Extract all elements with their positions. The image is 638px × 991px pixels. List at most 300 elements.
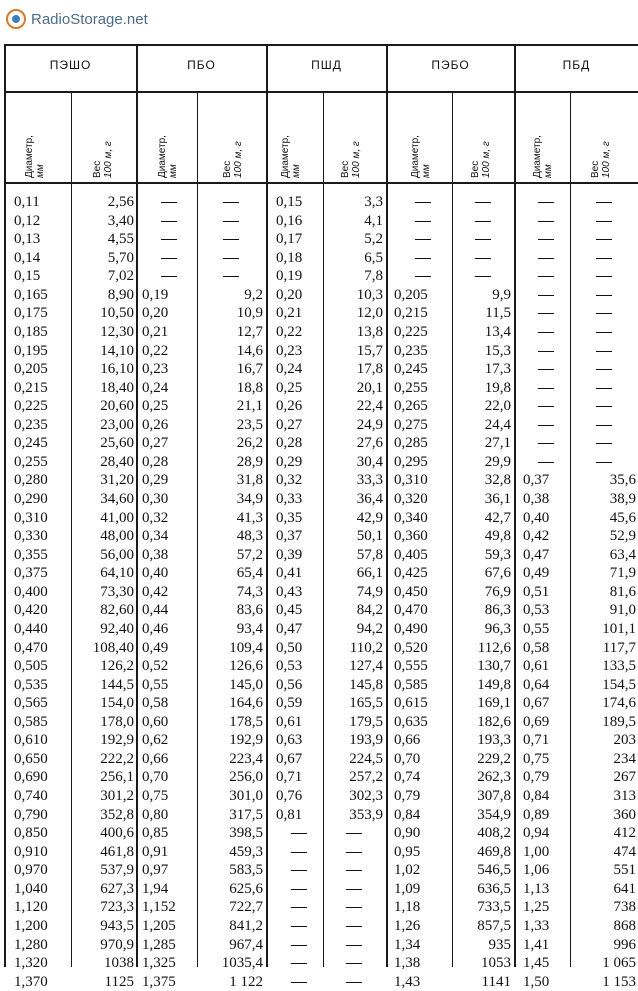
table-cell xyxy=(394,212,451,231)
dash-mark xyxy=(415,239,431,240)
table-cell: 1125 xyxy=(104,973,134,990)
table-cell: 0,28 xyxy=(142,453,169,470)
table-cell xyxy=(572,360,636,379)
dash-mark xyxy=(346,870,362,871)
table-cell: 0,32 xyxy=(142,509,169,526)
table-cell: 0,49 xyxy=(142,639,169,656)
table-cell xyxy=(199,230,263,249)
table-cell: 223,4 xyxy=(229,750,263,767)
rule-pbd-mid xyxy=(570,91,571,967)
table-cell: 256,1 xyxy=(100,769,134,786)
table-cell: 307,8 xyxy=(477,788,511,804)
table-cell: 182,6 xyxy=(477,713,511,730)
subhead-pshd-diameter: Диаметр, мм xyxy=(280,135,302,178)
table-cell: 1,25 xyxy=(523,899,550,916)
table-cell: 354,9 xyxy=(477,806,511,823)
table-cell: 65,4 xyxy=(236,565,263,582)
subhead-pebo-diameter: Диаметр, мм xyxy=(410,135,432,178)
table-cell: 1 153 xyxy=(602,973,636,990)
dash-mark xyxy=(346,833,362,834)
table-cell: 0,490 xyxy=(394,620,428,637)
table-cell: 1053 xyxy=(481,955,511,972)
table-cell: 67,6 xyxy=(484,565,511,582)
table-cell: 0,555 xyxy=(394,658,428,675)
table-cell: 967,4 xyxy=(229,936,263,953)
table-cell: 627,3 xyxy=(100,880,134,897)
dash-mark xyxy=(596,258,612,259)
table-cell: 0,400 xyxy=(14,583,48,600)
rule-pebo-pbd xyxy=(514,44,516,967)
column-pesho-weight xyxy=(72,193,134,991)
table-cell: 108,40 xyxy=(92,639,134,656)
table-cell xyxy=(523,416,569,435)
table-cell: 0,30 xyxy=(142,491,169,507)
table-cell: 1,00 xyxy=(523,843,550,860)
table-cell: 0,970 xyxy=(14,862,48,879)
table-cell: 0,650 xyxy=(14,750,48,767)
table-cell: 35,6 xyxy=(609,472,636,489)
dash-mark xyxy=(596,406,612,407)
dash-mark xyxy=(538,462,554,463)
table-cell xyxy=(572,379,636,398)
table-cell: 4,1 xyxy=(364,212,383,229)
dash-mark xyxy=(538,276,554,277)
table-cell: 0,55 xyxy=(142,676,169,693)
table-cell: 0,225 xyxy=(14,398,48,415)
table-cell: 0,21 xyxy=(276,305,303,322)
table-cell: 16,7 xyxy=(236,361,263,378)
table-cell xyxy=(276,898,322,917)
table-cell: 841,2 xyxy=(229,917,263,934)
table-cell: 22,4 xyxy=(356,398,383,415)
rule-pshd-mid xyxy=(323,91,324,967)
table-cell: 301,2 xyxy=(100,788,134,804)
table-cell: 0,215 xyxy=(14,379,48,396)
table-cell: 10,3 xyxy=(356,286,383,303)
subhead-pesho-diameter: Диаметр, мм xyxy=(24,135,46,178)
table-cell: 636,5 xyxy=(477,880,511,897)
table-cell: 66,1 xyxy=(356,565,383,582)
table-cell: 92,40 xyxy=(100,620,134,637)
table-cell: 29,9 xyxy=(484,453,511,470)
dash-mark xyxy=(596,221,612,222)
subhead-pebo-weight: Вес 100 м, г xyxy=(470,141,492,178)
table-cell: 10,50 xyxy=(100,305,134,322)
table-cell: 0,20 xyxy=(142,305,169,322)
subhead-pbo-diameter: Диаметр, мм xyxy=(157,135,179,178)
rule-pbo-pshd xyxy=(266,44,268,967)
table-cell: 0,71 xyxy=(523,732,550,749)
group-header-rule xyxy=(4,91,638,93)
table-cell: 154,5 xyxy=(602,676,636,693)
table-cell xyxy=(523,286,569,305)
table-cell: 1,94 xyxy=(142,880,169,897)
table-cell: 0,43 xyxy=(276,583,303,600)
table-cell: 0,17 xyxy=(276,231,303,248)
table-cell xyxy=(142,267,196,286)
table-cell: 1,280 xyxy=(14,936,48,953)
group-pebo: ПЭБО xyxy=(431,58,470,72)
subhead-pshd-weight: Вес 100 м, г xyxy=(340,141,362,178)
group-pesho: ПЭШО xyxy=(49,58,92,72)
table-cell xyxy=(523,193,569,212)
table-cell: 943,5 xyxy=(100,917,134,934)
dash-mark xyxy=(161,202,177,203)
table-cell: 738 xyxy=(613,899,636,916)
table-cell: 6,5 xyxy=(364,249,383,266)
table-cell: 101,1 xyxy=(602,620,636,637)
table-cell: 1,09 xyxy=(394,880,421,897)
table-cell: 12,7 xyxy=(236,323,263,340)
table-cell: 0,790 xyxy=(14,806,48,823)
table-cell: 0,70 xyxy=(142,769,169,786)
table-cell xyxy=(454,267,511,286)
table-cell: 0,16 xyxy=(276,212,303,229)
table-cell: 41,00 xyxy=(100,509,134,526)
table-cell: 0,79 xyxy=(394,788,421,804)
table-cell: 0,23 xyxy=(276,342,303,359)
table-cell: 0,21 xyxy=(142,323,169,340)
dash-mark xyxy=(415,202,431,203)
table-cell: 165,5 xyxy=(349,695,383,712)
dash-mark xyxy=(596,295,612,296)
table-cell: 267 xyxy=(613,769,636,786)
dash-mark xyxy=(223,258,239,259)
table-cell: 82,60 xyxy=(100,602,134,619)
table-cell: 179,5 xyxy=(349,713,383,730)
table-cell: 0,205 xyxy=(394,286,428,303)
table-cell: 0,58 xyxy=(523,639,550,656)
table-cell: 112,6 xyxy=(477,639,511,656)
table-cell: 0,585 xyxy=(14,713,48,730)
table-cell xyxy=(199,193,263,212)
table-cell: 2,56 xyxy=(107,194,134,210)
rule-left xyxy=(4,44,6,967)
table-cell: 3,3 xyxy=(364,194,383,210)
table-cell: 117,7 xyxy=(602,639,636,656)
subhead-pbd-diameter: Диаметр, мм xyxy=(532,135,554,178)
table-cell: 537,9 xyxy=(100,862,134,879)
table-cell: 0,64 xyxy=(523,676,550,693)
column-pesho-diameter xyxy=(14,193,70,991)
table-cell: 0,51 xyxy=(523,583,550,600)
table-cell: 0,355 xyxy=(14,546,48,563)
table-cell xyxy=(572,434,636,453)
table-cell xyxy=(394,230,451,249)
table-cell: 0,40 xyxy=(523,509,550,526)
dash-mark xyxy=(291,870,307,871)
table-cell: 408,2 xyxy=(477,825,511,842)
table-cell: 1,02 xyxy=(394,862,421,879)
dash-mark xyxy=(475,276,491,277)
table-cell: 49,8 xyxy=(484,528,511,545)
table-cell: 28,40 xyxy=(100,453,134,470)
table-cell: 81,6 xyxy=(609,583,636,600)
column-pbd-weight xyxy=(572,193,636,991)
table-cell: 42,9 xyxy=(356,509,383,526)
table-cell: 0,53 xyxy=(276,658,303,675)
table-cell: 0,15 xyxy=(14,268,41,285)
table-cell: 0,71 xyxy=(276,769,303,786)
table-cell: 71,9 xyxy=(609,565,636,582)
table-cell: 27,1 xyxy=(484,435,511,452)
table-cell: 22,0 xyxy=(484,398,511,415)
table-cell: 868 xyxy=(613,917,636,934)
table-cell: 0,330 xyxy=(14,528,48,545)
table-cell: 34,60 xyxy=(100,491,134,507)
table-cell: 234 xyxy=(613,750,636,767)
table-cell: 178,5 xyxy=(229,713,263,730)
table-cell: 52,9 xyxy=(609,528,636,545)
table-cell: 352,8 xyxy=(100,806,134,823)
table-cell: 0,215 xyxy=(394,305,428,322)
table-cell: 641 xyxy=(613,880,636,897)
table-cell: 0,165 xyxy=(14,286,48,303)
table-cell: 0,85 xyxy=(142,825,169,842)
table-cell: 0,19 xyxy=(276,268,303,285)
dash-mark xyxy=(596,239,612,240)
table-cell: 24,9 xyxy=(356,416,383,433)
table-cell: 17,8 xyxy=(356,361,383,378)
table-cell xyxy=(276,936,322,955)
table-cell: 0,90 xyxy=(394,825,421,842)
table-cell: 178,0 xyxy=(100,713,134,730)
dash-mark xyxy=(596,202,612,203)
table-cell: 0,52 xyxy=(142,658,169,675)
table-cell: 0,14 xyxy=(14,249,41,266)
table-cell: 41,3 xyxy=(236,509,263,526)
table-cell: 0,375 xyxy=(14,565,48,582)
table-cell: 0,185 xyxy=(14,323,48,340)
dash-mark xyxy=(291,963,307,964)
table-cell: 8,90 xyxy=(107,286,134,303)
table-cell xyxy=(454,193,511,212)
table-cell: 0,195 xyxy=(14,342,48,359)
dash-mark xyxy=(596,388,612,389)
table-cell: 398,5 xyxy=(229,825,263,842)
table-cell xyxy=(325,973,383,991)
table-cell: 0,94 xyxy=(523,825,550,842)
dash-mark xyxy=(596,425,612,426)
table-cell: 4,55 xyxy=(107,231,134,248)
table-cell: 0,13 xyxy=(14,231,41,248)
table-cell: 33,3 xyxy=(356,472,383,489)
table-cell xyxy=(325,861,383,880)
table-cell: 222,2 xyxy=(100,750,134,767)
table-cell xyxy=(572,416,636,435)
table-cell: 461,8 xyxy=(100,843,134,860)
table-cell: 0,235 xyxy=(14,416,48,433)
table-cell: 546,5 xyxy=(477,862,511,879)
table-cell xyxy=(142,249,196,268)
table-cell: 469,8 xyxy=(477,843,511,860)
table-cell xyxy=(325,880,383,899)
table-cell xyxy=(325,824,383,843)
table-cell: 0,55 xyxy=(523,620,550,637)
table-cell xyxy=(199,249,263,268)
dash-mark xyxy=(161,276,177,277)
table-cell: 0,89 xyxy=(523,806,550,823)
table-cell: 0,22 xyxy=(276,323,303,340)
dash-mark xyxy=(538,443,554,444)
table-cell: 0,29 xyxy=(276,453,303,470)
subheader-rule xyxy=(4,182,638,184)
table-cell: 57,2 xyxy=(236,546,263,563)
table-cell: 0,28 xyxy=(276,435,303,452)
table-cell: 256,0 xyxy=(229,769,263,786)
table-cell xyxy=(394,193,451,212)
table-cell: 0,84 xyxy=(523,788,550,804)
table-cell: 0,310 xyxy=(394,472,428,489)
table-cell: 23,00 xyxy=(100,416,134,433)
table-cell: 193,9 xyxy=(349,732,383,749)
table-cell: 0,565 xyxy=(14,695,48,712)
dash-mark xyxy=(596,313,612,314)
table-cell: 14,10 xyxy=(100,342,134,359)
table-cell: 551 xyxy=(613,862,636,879)
table-cell: 0,59 xyxy=(276,695,303,712)
table-cell: 0,38 xyxy=(142,546,169,563)
table-cell: 18,40 xyxy=(100,379,134,396)
table-cell xyxy=(394,249,451,268)
table-cell: 0,19 xyxy=(142,286,169,303)
table-cell: 109,4 xyxy=(229,639,263,656)
table-cell: 64,10 xyxy=(100,565,134,582)
table-cell: 1,06 xyxy=(523,862,550,879)
table-cell: 0,910 xyxy=(14,843,48,860)
table-cell: 9,9 xyxy=(492,286,511,303)
dash-mark xyxy=(346,982,362,983)
table-cell: 0,470 xyxy=(14,639,48,656)
table-cell: 0,60 xyxy=(142,713,169,730)
table-cell xyxy=(572,342,636,361)
table-cell: 0,37 xyxy=(276,528,303,545)
table-cell xyxy=(142,212,196,231)
table-cell: 63,4 xyxy=(609,546,636,563)
table-cell: 1,120 xyxy=(14,899,48,916)
table-cell: 0,42 xyxy=(142,583,169,600)
table-cell xyxy=(523,342,569,361)
dash-mark xyxy=(475,202,491,203)
table-cell: 229,2 xyxy=(477,750,511,767)
table-cell: 0,39 xyxy=(276,546,303,563)
table-cell xyxy=(523,267,569,286)
dash-mark xyxy=(223,276,239,277)
table-cell: 0,61 xyxy=(523,658,550,675)
dash-mark xyxy=(291,852,307,853)
table-cell: 10,9 xyxy=(236,305,263,322)
group-pbo: ПБО xyxy=(187,58,216,72)
table-cell: 0,44 xyxy=(142,602,169,619)
table-cell xyxy=(325,954,383,973)
dash-mark xyxy=(161,239,177,240)
table-cell: 91,0 xyxy=(609,602,636,619)
table-cell: 0,47 xyxy=(276,620,303,637)
table-cell xyxy=(199,212,263,231)
table-cell: 130,7 xyxy=(477,658,511,675)
table-cell: 0,29 xyxy=(142,472,169,489)
table-cell: 0,205 xyxy=(14,361,48,378)
dash-mark xyxy=(538,425,554,426)
table-cell: 0,22 xyxy=(142,342,169,359)
table-cell: 13,4 xyxy=(484,323,511,340)
subhead-pbd-weight: Вес 100 м, г xyxy=(590,141,612,178)
table-cell xyxy=(572,453,636,472)
column-pbo-weight xyxy=(199,193,263,991)
table-cell xyxy=(523,212,569,231)
subhead-pesho-weight: Вес 100 м, г xyxy=(92,141,114,178)
table-cell: 110,2 xyxy=(349,639,383,656)
dash-mark xyxy=(538,221,554,222)
table-cell: 144,5 xyxy=(100,676,134,693)
table-cell: 169,1 xyxy=(477,695,511,712)
table-cell: 0,225 xyxy=(394,323,428,340)
table-cell xyxy=(454,230,511,249)
table-cell: 0,295 xyxy=(394,453,428,470)
table-cell: 0,425 xyxy=(394,565,428,582)
table-cell: 15,3 xyxy=(484,342,511,359)
table-cell: 0,340 xyxy=(394,509,428,526)
table-cell: 257,2 xyxy=(349,769,383,786)
table-cell: 15,7 xyxy=(356,342,383,359)
table-cell: 203 xyxy=(613,732,636,749)
table-cell: 0,74 xyxy=(394,769,421,786)
table-cell: 1,43 xyxy=(394,973,421,990)
table-cell: 189,5 xyxy=(602,713,636,730)
table-cell: 857,5 xyxy=(477,917,511,934)
dash-mark xyxy=(291,982,307,983)
table-cell: 0,25 xyxy=(276,379,303,396)
table-cell: 0,95 xyxy=(394,843,421,860)
table-cell: 0,37 xyxy=(523,472,550,489)
table-cell: 0,47 xyxy=(523,546,550,563)
dash-mark xyxy=(415,221,431,222)
table-cell: 0,20 xyxy=(276,286,303,303)
table-cell: 0,420 xyxy=(14,602,48,619)
dash-mark xyxy=(291,907,307,908)
table-cell: 996 xyxy=(613,936,636,953)
rule-pshd-pebo xyxy=(386,44,388,967)
table-cell: 1,13 xyxy=(523,880,550,897)
dash-mark xyxy=(346,889,362,890)
table-cell: 1,375 xyxy=(142,973,176,990)
table-cell: 13,8 xyxy=(356,323,383,340)
table-cell: 14,6 xyxy=(236,342,263,359)
table-cell: 0,12 xyxy=(14,212,41,229)
table-cell: 0,235 xyxy=(394,342,428,359)
table-cell xyxy=(523,379,569,398)
table-cell: 20,1 xyxy=(356,379,383,396)
table-cell: 7,8 xyxy=(364,268,383,285)
table-cell xyxy=(572,286,636,305)
column-pbo-diameter xyxy=(142,193,196,991)
table-cell: 0,38 xyxy=(523,491,550,507)
table-cell: 0,27 xyxy=(276,416,303,433)
dash-mark xyxy=(538,369,554,370)
table-cell: 0,18 xyxy=(276,249,303,266)
table-cell: 0,15 xyxy=(276,194,303,210)
table-cell: 83,6 xyxy=(236,602,263,619)
table-cell: 36,1 xyxy=(484,491,511,507)
table-cell: 12,0 xyxy=(356,305,383,322)
table-cell: 0,69 xyxy=(523,713,550,730)
table-cell: 0,255 xyxy=(14,453,48,470)
dash-mark xyxy=(475,221,491,222)
dash-mark xyxy=(538,295,554,296)
table-cell: 1035,4 xyxy=(221,955,263,972)
table-cell: 0,91 xyxy=(142,843,169,860)
dash-mark xyxy=(291,833,307,834)
